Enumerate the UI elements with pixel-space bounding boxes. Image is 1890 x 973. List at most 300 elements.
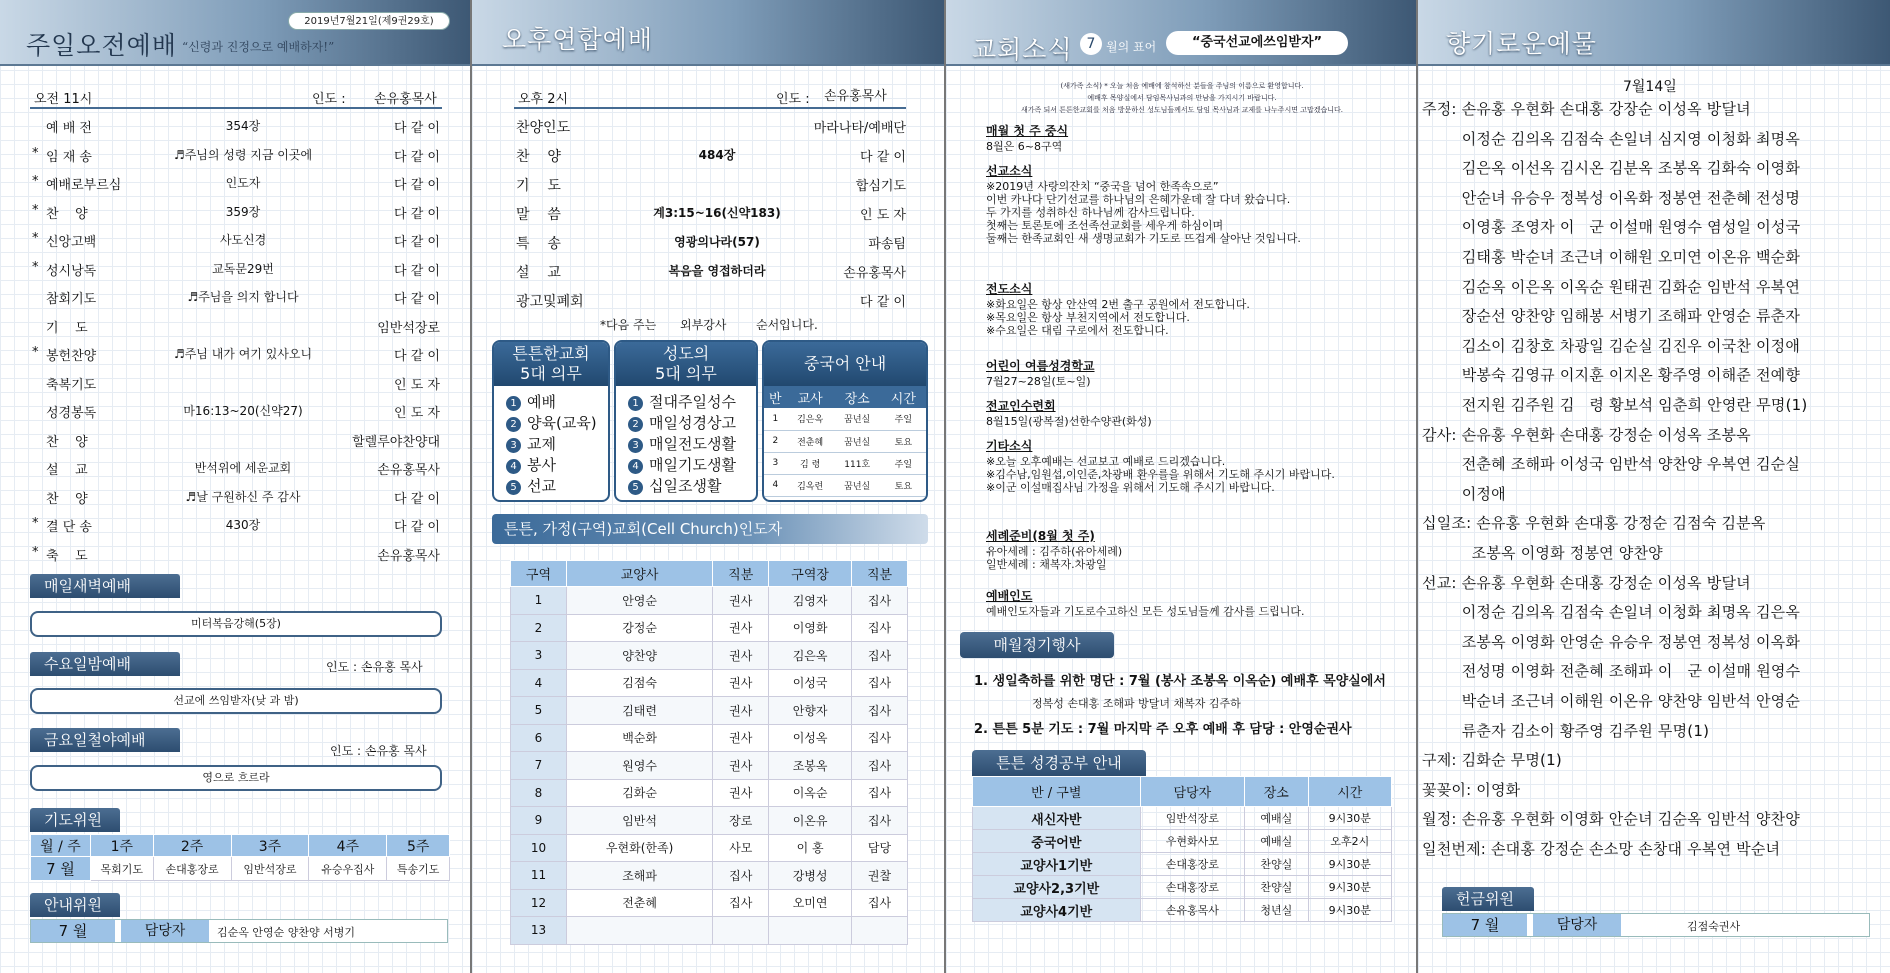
- bible-cell: 손유홍목사: [1140, 899, 1244, 922]
- news-month: 7: [1080, 33, 1102, 55]
- order-who: 다 같 이: [394, 235, 440, 250]
- cell-cell: 조해파: [566, 862, 712, 890]
- bible-cell: 오후2시: [1308, 830, 1391, 853]
- offering-line: 박봉숙 김영규 이지훈 이지온 황주영 이해준 전예향: [1422, 366, 1801, 385]
- order-who: 다 같 이: [394, 349, 440, 364]
- news-section-line: ※수요일은 대림 구로에서 전도합니다.: [986, 324, 1169, 337]
- order-asterisk: *: [32, 231, 39, 246]
- offering-line: 일천번제: 손대홍 강정순 손소망 손창대 우복연 박순녀: [1422, 840, 1781, 858]
- duty-item: [616, 434, 756, 455]
- offering-line: 주정: 손유홍 우현화 손대홍 강장순 이성옥 방달녀: [1422, 100, 1751, 118]
- cell-cell: 장로: [713, 807, 769, 835]
- offering-line: 이정순 김의옥 김점숙 손일녀 이청화 최명옥 김은옥: [1422, 603, 1801, 622]
- cell-head-cell: 교양사: [566, 561, 712, 587]
- offering-line: 이정애: [1422, 484, 1506, 503]
- cell-cell: 김태련: [566, 697, 712, 725]
- news-header: [946, 0, 1416, 66]
- cell-cell: 1: [511, 587, 567, 615]
- prayer-head-cell: 3주: [231, 835, 309, 857]
- news-section-line: ※이군 이설매집사님 가정을 위해서 기도해 주시기 바랍니다.: [986, 481, 1275, 494]
- wed-title: 수요일밤예배: [30, 652, 180, 676]
- chinese-cell: 주일: [894, 459, 913, 470]
- bible-row: [973, 899, 1392, 922]
- cell-cell: 9: [511, 807, 567, 835]
- cell-cell: 권사: [713, 779, 769, 807]
- order-content: ♬주님을 의지 합니다: [187, 290, 299, 304]
- bible-cell: 교양사2,3기반: [973, 876, 1141, 899]
- chinese-cell: 주일: [894, 415, 913, 426]
- duty-item: [494, 455, 608, 476]
- cell-cell: 김은옥: [769, 642, 852, 670]
- chinese-cell: 꿈넌실: [844, 437, 871, 448]
- cell-cell: 원영수: [566, 752, 712, 780]
- order-who: 파송팀: [868, 237, 906, 252]
- cell-table: [510, 560, 908, 945]
- prayer-cell: 목회기도: [90, 857, 153, 881]
- cell-cell: 집사: [713, 862, 769, 890]
- news-section-line: ※화요일은 항상 안산역 2번 출구 공원에서 전도합니다.: [986, 298, 1250, 311]
- news-section-title: 선교소식: [986, 164, 1033, 178]
- cell-cell: 권사: [713, 669, 769, 697]
- morning-title: 주일오전예배: [26, 31, 177, 60]
- cell-cell: 우현화(한족): [566, 834, 712, 862]
- duty-text: 선교: [527, 477, 556, 495]
- cell-cell: 안영순: [566, 587, 712, 615]
- order-who: 손유홍목사: [843, 266, 906, 281]
- order-asterisk: *: [32, 345, 39, 360]
- afternoon-header: [472, 0, 944, 66]
- order-content: 359장: [225, 204, 261, 219]
- duty-number: 1: [628, 396, 643, 411]
- usher-names: 김순옥 안영순 양찬양 서병기: [217, 926, 356, 939]
- offering-header: [1418, 0, 1890, 66]
- cell-row: [511, 807, 908, 835]
- news-section: [986, 400, 1386, 428]
- news-title: 교회소식: [972, 35, 1073, 64]
- bible-cell: 찬양실: [1245, 853, 1308, 876]
- offering-line: 구제: 김화순 무명(1): [1422, 751, 1562, 770]
- order-label: 말 씀: [516, 207, 561, 223]
- cell-row: [511, 697, 908, 725]
- chinese-cell: 꿈넌실: [844, 481, 871, 492]
- next-note-a: *다음 주는: [600, 318, 657, 332]
- news-section: [986, 125, 1386, 153]
- cell-cell: 2: [511, 614, 567, 642]
- bible-cell: 청년실: [1245, 899, 1308, 922]
- cell-cell: [852, 917, 908, 945]
- prayer-head-cell: 월 / 주: [31, 835, 91, 857]
- fri-content: 영으로 흐르라: [30, 765, 442, 791]
- news-section-line: 8월15일(광복절)선한수양관(화성): [986, 415, 1152, 428]
- cell-cell: 집사: [852, 752, 908, 780]
- news-month-suffix: 월의 표어: [1106, 40, 1157, 54]
- chinese-cell: 토요: [894, 437, 913, 448]
- bible-cell: 손대홍장로: [1140, 876, 1244, 899]
- duty-text: 매일기도생활: [649, 456, 736, 474]
- bible-cell: 9시30분: [1308, 853, 1391, 876]
- cell-cell: 집사: [852, 889, 908, 917]
- prayer-head-cell: 2주: [153, 835, 231, 857]
- prayer-head-cell: 4주: [309, 835, 387, 857]
- prayer-head-cell: 1주: [90, 835, 153, 857]
- order-who: 다 같 이: [394, 263, 440, 279]
- cell-cell: 안향자: [769, 697, 852, 725]
- bible-cell: 9시30분: [1308, 807, 1391, 830]
- news-section-title: 세례준비(8월 첫 주): [986, 529, 1095, 543]
- cell-cell: 집사: [713, 889, 769, 917]
- cell-cell: 조봉옥: [769, 752, 852, 780]
- next-note-c: 순서입니다.: [756, 318, 818, 332]
- news-section-title: 전도소식: [986, 282, 1033, 296]
- order-asterisk: *: [32, 259, 39, 275]
- order-who: 임반석장로: [377, 320, 440, 336]
- offering-line: 전춘혜 조해파 이성국 임반석 양찬양 우복연 김순실: [1422, 455, 1801, 474]
- cell-head-cell: 구역: [511, 561, 567, 587]
- cell-cell: 집사: [852, 779, 908, 807]
- prayer-head-cell: 5주: [387, 835, 450, 857]
- order-content: 사도신경: [219, 233, 267, 247]
- news-section: [986, 283, 1386, 337]
- cell-cell: 7: [511, 752, 567, 780]
- duty-text: 교제: [527, 435, 556, 453]
- order-label: 기 도: [46, 320, 88, 336]
- cell-cell: 담당: [852, 834, 908, 862]
- bible-row: [973, 853, 1392, 876]
- news-section: [986, 440, 1386, 494]
- chinese-head-cell: 장소: [844, 391, 870, 407]
- chinese-cell: 꿈넌실: [844, 415, 871, 426]
- chinese-cell: 토요: [894, 481, 913, 492]
- news-section: [986, 530, 1386, 571]
- church-duties-box: [492, 340, 610, 502]
- cell-row: [511, 614, 908, 642]
- order-content: 교독문29번: [212, 261, 274, 276]
- offering-line: 이정순 김의옥 김점숙 손일녀 심지영 이청화 최명옥: [1422, 129, 1801, 148]
- offering-line: 김소이 김창호 차광일 김순실 김진우 이국찬 이정애: [1422, 336, 1801, 355]
- wed-leader: 인도 : 손유홍 목사: [326, 660, 423, 674]
- order-label: 축복기도: [46, 377, 97, 393]
- cell-cell: 이성국: [769, 669, 852, 697]
- cell-cell: 집사: [852, 642, 908, 670]
- order-who: 손유홍목사: [377, 548, 440, 564]
- order-label: 설 교: [516, 265, 561, 281]
- duty-item: [494, 434, 608, 455]
- bible-row: [973, 876, 1392, 899]
- order-asterisk: *: [32, 145, 39, 161]
- duty-item: [616, 413, 756, 434]
- cell-head-cell: 직분: [713, 561, 769, 587]
- order-who: 인 도 자: [394, 377, 440, 393]
- duty-number: 5: [506, 480, 521, 495]
- cell-row: [511, 752, 908, 780]
- order-label: 찬 양: [516, 149, 561, 165]
- intro-line: (새가족 소식) * 오늘 처음 예배에 참석하신 분들을 주님의 이름으로 환영합니다.: [1060, 82, 1304, 90]
- cell-cell: 집사: [852, 807, 908, 835]
- monthly-item2: 2. 튼튼 5분 기도 : 7월 마지막 주 오후 예배 후 담당 : 안영순권사: [974, 722, 1352, 737]
- cell-cell: 김영자: [769, 587, 852, 615]
- morning-header: [0, 0, 470, 66]
- cell-cell: 13: [511, 917, 567, 945]
- duty-text: 매일전도생활: [649, 435, 736, 453]
- duty-number: 3: [628, 438, 643, 453]
- member-duties-header: 성도의 5대 의무: [616, 342, 756, 386]
- duty-text: 봉사: [527, 456, 556, 474]
- order-label: 찬 양: [46, 434, 88, 450]
- news-section-line: 둘째는 한족교회인 새 생명교회가 기도로 뜨겁게 살아난 것입니다.: [986, 232, 1301, 245]
- cell-cell: 권찰: [852, 862, 908, 890]
- divider: [514, 107, 906, 109]
- offering-names: 김점숙권사: [1687, 920, 1741, 933]
- newcomer-notice: [956, 80, 1408, 116]
- chinese-row: [764, 408, 926, 430]
- cell-cell: 집사: [852, 614, 908, 642]
- order-who: 다 같 이: [860, 295, 906, 310]
- order-label: 예 배 전: [46, 121, 92, 136]
- cell-row: [511, 587, 908, 615]
- church-duties-header: 튼튼한교회 5대 의무: [494, 342, 608, 386]
- monthly-title: 매월정기행사: [960, 632, 1114, 658]
- cell-cell: 권사: [713, 697, 769, 725]
- duty-number: 2: [628, 417, 643, 432]
- news-section: [986, 360, 1386, 388]
- cell-cell: 3: [511, 642, 567, 670]
- cell-cell: 오미연: [769, 889, 852, 917]
- news-section-line: ※2019년 사랑의잔치 “중국을 넘어 한족속으로”: [986, 180, 1219, 193]
- bible-head-cell: 시간: [1308, 777, 1391, 807]
- order-label: 축 도: [46, 548, 88, 564]
- order-label: 임 재 송: [46, 149, 92, 165]
- cell-row: [511, 642, 908, 670]
- prayer-cell: 7 월: [31, 857, 91, 881]
- chinese-row: [764, 430, 926, 452]
- duty-text: 절대주일성수: [649, 393, 736, 411]
- cell-row: [511, 834, 908, 862]
- monthly-item1: 1. 생일축하를 위한 명단 : 7월 (봉사 조봉옥 이옥순) 예배후 목양실에서: [974, 674, 1386, 689]
- offering-line: 전성명 이영화 전춘혜 조해파 이 군 이설매 원영수: [1422, 662, 1801, 681]
- chinese-cell: 김은옥: [797, 415, 824, 426]
- order-label: 성시낭독: [46, 263, 97, 279]
- duty-item: [494, 476, 608, 497]
- order-content: 인도자: [225, 176, 261, 190]
- duty-item: [616, 392, 756, 413]
- order-label: 봉헌찬양: [46, 349, 97, 364]
- news-section-title: 전교인수련회: [986, 399, 1056, 413]
- chinese-head-cell: 반: [769, 391, 782, 407]
- offering-line: 조봉옥 이영화 안영순 유승우 정봉연 정복성 이옥화: [1422, 632, 1801, 651]
- order-asterisk: *: [32, 516, 39, 531]
- afternoon-title: 오후연합예배: [502, 25, 653, 54]
- cell-cell: 권사: [713, 587, 769, 615]
- news-section-line: 이번 카나다 단기선교를 하나님의 은혜가운데 잘 다녀 왔습니다.: [986, 193, 1291, 206]
- cell-cell: 이영화: [769, 614, 852, 642]
- bible-cell: 우현화사모: [1140, 830, 1244, 853]
- offering-line: 십일조: 손유홍 우현화 손대홍 강정순 김점숙 김분옥: [1422, 514, 1766, 533]
- order-content: ♬주님의 성령 지금 이곳에: [173, 147, 313, 162]
- cell-cell: 권사: [713, 752, 769, 780]
- cell-cell: 강병성: [769, 862, 852, 890]
- news-motto: “중국선교에쓰임받자”: [1166, 31, 1348, 55]
- morning-time: 오전 11시: [34, 92, 93, 107]
- news-section: [986, 590, 1386, 618]
- order-content: 430장: [225, 518, 261, 532]
- offering-line: 김태홍 박순녀 조근녀 이해원 오미연 이온유 백순화: [1422, 248, 1801, 266]
- dawn-title: 매일새벽예배: [30, 574, 180, 598]
- order-content: ♬날 구원하신 주 감사: [185, 489, 301, 504]
- bible-cell: 교양사1기반: [973, 853, 1141, 876]
- duty-item: [616, 476, 756, 497]
- chinese-cell: 김옥련: [797, 481, 824, 492]
- cell-cell: 백순화: [566, 724, 712, 752]
- prayer-title: 기도위원: [30, 808, 120, 832]
- news-section-line: 8월은 6~8구역: [986, 140, 1063, 153]
- order-who: 다 같 이: [394, 149, 440, 165]
- order-content: 반석위에 세운교회: [194, 461, 292, 475]
- cell-cell: 6: [511, 724, 567, 752]
- offering-title: 향기로운예물: [1446, 29, 1597, 58]
- duty-number: 1: [506, 396, 521, 411]
- order-content: 복음을 영접하더라: [668, 264, 766, 278]
- cell-cell: 4: [511, 669, 567, 697]
- offering-line: 월정: 손유홍 우현화 이영화 안순녀 김순옥 임반석 양찬양: [1422, 810, 1800, 829]
- news-section: [986, 165, 1386, 245]
- cell-row: [511, 889, 908, 917]
- order-label: 찬양인도: [516, 120, 571, 136]
- panel-afternoon-service: [472, 0, 946, 973]
- offering-committee-row: [1442, 913, 1870, 937]
- bible-cell: 9시30분: [1308, 876, 1391, 899]
- duty-number: 5: [628, 480, 643, 495]
- order-who: 마라나타/예배단: [813, 121, 906, 136]
- chinese-cell: 전춘혜: [797, 437, 824, 448]
- cell-cell: [713, 917, 769, 945]
- order-who: 다 같 이: [394, 206, 440, 222]
- cell-head-cell: 직분: [852, 561, 908, 587]
- order-label: 찬 양: [46, 206, 88, 222]
- duty-item: [616, 455, 756, 476]
- news-section-line: 7월27~28일(토~일): [986, 375, 1091, 388]
- news-section-title: 어린이 여름성경학교: [986, 359, 1095, 373]
- offering-line: 김은옥 이선옥 김시온 김분옥 조봉옥 김화숙 이영화: [1422, 159, 1801, 178]
- monthly-item1-names: 정복성 손대홍 조해파 방달녀 채복자 김주하: [1032, 697, 1241, 710]
- issue-date: 2019년7월21일(제9권29호): [288, 12, 450, 30]
- chinese-row: [764, 474, 926, 496]
- order-label: 신앙고백: [46, 235, 97, 250]
- intro-line: 새가족 되셔 튼튼한교회를 처음 방문하신 성도님들께서도 담임 목사님과 교제를 나누주시면 고맙겠습니다.: [1020, 106, 1343, 114]
- usher-month: 7 월: [31, 920, 115, 942]
- prayer-table: [30, 834, 450, 881]
- cell-cell: 양찬양: [566, 642, 712, 670]
- offering-committee-title: 헌금위원: [1442, 887, 1534, 911]
- cell-row: [511, 779, 908, 807]
- cell-cell: 권사: [713, 614, 769, 642]
- cell-cell: 집사: [852, 724, 908, 752]
- morning-motto: “신령과 진정으로 예배하자!”: [182, 40, 335, 54]
- order-label: 성경봉독: [46, 406, 97, 421]
- offering-line: 이영홍 조영자 이 군 이설매 원영수 염성일 이성국: [1422, 218, 1801, 237]
- offering-line: 전지원 김주원 김 령 황보석 임춘희 안영란 무명(1): [1422, 396, 1808, 414]
- cell-row: [511, 669, 908, 697]
- cell-cell: 집사: [852, 669, 908, 697]
- offering-line: 조봉옥 이영화 정봉연 양찬양: [1422, 544, 1663, 562]
- order-who: 다 같 이: [860, 150, 906, 165]
- prayer-cell: 특송기도: [387, 857, 450, 881]
- duty-number: 3: [506, 438, 521, 453]
- offering-line: 김순옥 이은옥 이옥순 원태권 김화순 임반석 우복연: [1422, 277, 1801, 296]
- prayer-cell: 손대홍장로: [153, 857, 231, 881]
- cell-cell: 사모: [713, 834, 769, 862]
- cell-cell: 12: [511, 889, 567, 917]
- member-duties-box: [614, 340, 758, 502]
- news-section-line: 유아세례 : 김주하(유아세례): [986, 545, 1123, 558]
- bible-head-cell: 담당자: [1140, 777, 1244, 807]
- morning-leader-label: 인도 :: [312, 92, 346, 107]
- order-asterisk: *: [32, 544, 39, 560]
- offering-line: 장순선 양찬양 임해봉 서병기 조해파 안영순 류춘자: [1422, 307, 1801, 326]
- order-label: 찬 양: [46, 491, 88, 507]
- order-label: 설 교: [46, 463, 88, 478]
- cell-cell: 강정순: [566, 614, 712, 642]
- order-who: 다 같 이: [394, 178, 440, 193]
- duty-number: 2: [506, 417, 521, 432]
- news-section-line: 첫째는 토론토에 조선족선교회를 세우게 하심이며: [986, 219, 1224, 232]
- bible-title: 튼튼 성경공부 안내: [972, 750, 1146, 776]
- cell-head-cell: 구역장: [769, 561, 852, 587]
- news-section-line: 두 가지를 성취하신 하나님께 감사드립니다.: [986, 206, 1195, 219]
- cell-cell: 임반석: [566, 807, 712, 835]
- bible-cell: 예배실: [1245, 830, 1308, 853]
- duty-text: 양육(교육): [527, 414, 597, 432]
- cell-row: [511, 917, 908, 945]
- cell-cell: 권사: [713, 724, 769, 752]
- news-section-line: ※김수남,임원섭,이인준,차광배 환우를을 위해서 기도해 주시기 바랍니다.: [986, 468, 1335, 481]
- duty-text: 예배: [527, 393, 556, 411]
- fri-leader: 인도 : 손유홍 목사: [330, 744, 427, 758]
- panel-church-news: [946, 0, 1418, 973]
- divider: [30, 107, 442, 109]
- order-label: 예배로부르심: [46, 178, 122, 193]
- intro-line: 예배후 목양실에서 담임목사님과의 만남을 가지시기 바랍니다.: [1087, 94, 1277, 102]
- bible-cell: 예배실: [1245, 807, 1308, 830]
- offering-month: 7 월: [1443, 914, 1527, 936]
- afternoon-leader-label: 인도 :: [776, 92, 810, 107]
- offering-line: 류춘자 김소이 황주영 김주원 무명(1): [1422, 721, 1710, 740]
- bible-table: [972, 776, 1392, 922]
- news-section-line: ※오늘 오후예배는 선교보고 예배로 드리겠습니다.: [986, 455, 1226, 468]
- order-who: 할렐루야찬양대: [352, 434, 440, 450]
- cell-cell: [769, 917, 852, 945]
- order-content: ♬주님 내가 여기 있사오니: [173, 347, 313, 361]
- bible-cell: 찬양실: [1245, 876, 1308, 899]
- cell-title: 튼튼, 가정(구역)교회(Cell Church)인도자: [492, 514, 928, 544]
- panel-morning-service: [0, 0, 472, 973]
- bible-cell: 9시30분: [1308, 899, 1391, 922]
- cell-cell: 이옥순: [769, 779, 852, 807]
- bible-row: [973, 807, 1392, 830]
- offering-line: 박순녀 조근녀 이해원 이온유 양찬양 임반석 안영순: [1422, 692, 1801, 710]
- cell-cell: 전춘혜: [566, 889, 712, 917]
- bible-cell: 임반석장로: [1140, 807, 1244, 830]
- dawn-content: 미터복음강해(5장): [30, 611, 442, 637]
- order-content: 계3:15~16(신약183): [653, 206, 781, 220]
- cell-cell: 권사: [713, 642, 769, 670]
- chinese-cell: 1: [772, 413, 779, 424]
- duty-number: 4: [628, 459, 643, 474]
- order-asterisk: *: [32, 174, 39, 189]
- cell-row: [511, 724, 908, 752]
- bible-cell: 새신자반: [973, 807, 1141, 830]
- order-content: 영광의나라(57): [674, 235, 760, 249]
- duty-number: 4: [506, 459, 521, 474]
